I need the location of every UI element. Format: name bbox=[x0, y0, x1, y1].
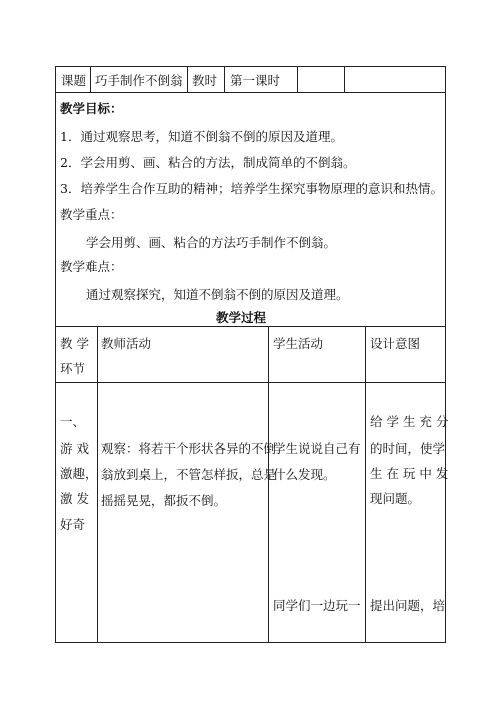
row1-design-line-2: 的时间，使学 bbox=[370, 441, 446, 456]
header-col-divider-5 bbox=[344, 66, 345, 93]
difficulty-title: 教学难点： bbox=[60, 259, 123, 274]
process-col-divider-1 bbox=[97, 326, 98, 643]
row1-stage-line-2: 游 戏 bbox=[60, 441, 89, 456]
table-border-bottom bbox=[55, 642, 446, 643]
key-point-text: 学会用剪、画、粘合的方法巧手制作不倒翁。 bbox=[86, 235, 337, 250]
row2-design-line-1: 提出问题，培 bbox=[370, 598, 446, 613]
objective-item-1: 1．通过观察思考，知道不倒翁不倒的原因及道理。 bbox=[60, 129, 343, 144]
objectives-title: 教学目标： bbox=[60, 101, 123, 116]
row1-student-line-1: 学生说说自己有 bbox=[273, 441, 361, 456]
header-col-divider-2 bbox=[187, 66, 188, 93]
column-header-teacher: 教师活动 bbox=[101, 336, 152, 351]
period-value: 第一课时 bbox=[230, 73, 281, 88]
row1-stage-line-1: 一、 bbox=[60, 414, 86, 429]
row1-stage-line-5: 好奇 bbox=[60, 517, 86, 532]
period-label: 教时 bbox=[192, 73, 218, 88]
column-header-stage-line2: 环节 bbox=[60, 361, 86, 376]
process-title-divider bbox=[55, 326, 446, 327]
topic-label: 课题 bbox=[61, 73, 87, 88]
header-row-divider bbox=[55, 92, 446, 93]
process-col-divider-3 bbox=[365, 326, 366, 643]
objective-item-3: 3．培养学生合作互助的精神；培养学生探究事物原理的意识和热情。 bbox=[60, 181, 443, 196]
row1-teacher-line-3: 摇摇晃晃，都扳不倒。 bbox=[101, 493, 227, 508]
column-header-divider bbox=[55, 382, 446, 383]
column-header-student: 学生活动 bbox=[273, 336, 324, 351]
row2-student-line-1: 同学们一边玩一 bbox=[273, 598, 361, 613]
row1-stage-line-4: 激 发 bbox=[60, 491, 89, 506]
topic-value: 巧手制作不倒翁 bbox=[95, 73, 183, 88]
header-col-divider-1 bbox=[90, 66, 91, 93]
difficulty-text: 通过观察探究，知道不倒翁不倒的原因及道理。 bbox=[86, 287, 349, 302]
row1-teacher-line-2: 翁放到桌上，不管怎样扳，总是 bbox=[101, 467, 277, 482]
row1-stage-line-3: 激趣， bbox=[60, 466, 98, 481]
row1-design-line-4: 现问题。 bbox=[370, 491, 421, 506]
key-point-title: 教学重点： bbox=[60, 207, 123, 222]
process-col-divider-2 bbox=[268, 326, 269, 643]
table-border-left bbox=[55, 66, 56, 643]
objective-item-2: 2．学会用剪、画、粘合的方法，制成简单的不倒翁。 bbox=[60, 155, 356, 170]
column-header-stage-line1: 教 学 bbox=[60, 336, 89, 351]
row1-design-line-3: 生 在 玩 中 发 bbox=[370, 466, 449, 481]
process-title: 教学过程 bbox=[216, 310, 267, 325]
row1-student-line-2: 什么发现。 bbox=[273, 467, 336, 482]
column-header-design: 设计意图 bbox=[370, 336, 421, 351]
table-border-top bbox=[55, 66, 446, 67]
row1-design-line-1: 给 学 生 充 分 bbox=[370, 414, 449, 429]
table-border-right bbox=[445, 66, 446, 643]
header-col-divider-4 bbox=[297, 66, 298, 93]
row1-teacher-line-1: 观察：将若干个形状各异的不倒 bbox=[101, 441, 277, 456]
header-col-divider-3 bbox=[224, 66, 225, 93]
